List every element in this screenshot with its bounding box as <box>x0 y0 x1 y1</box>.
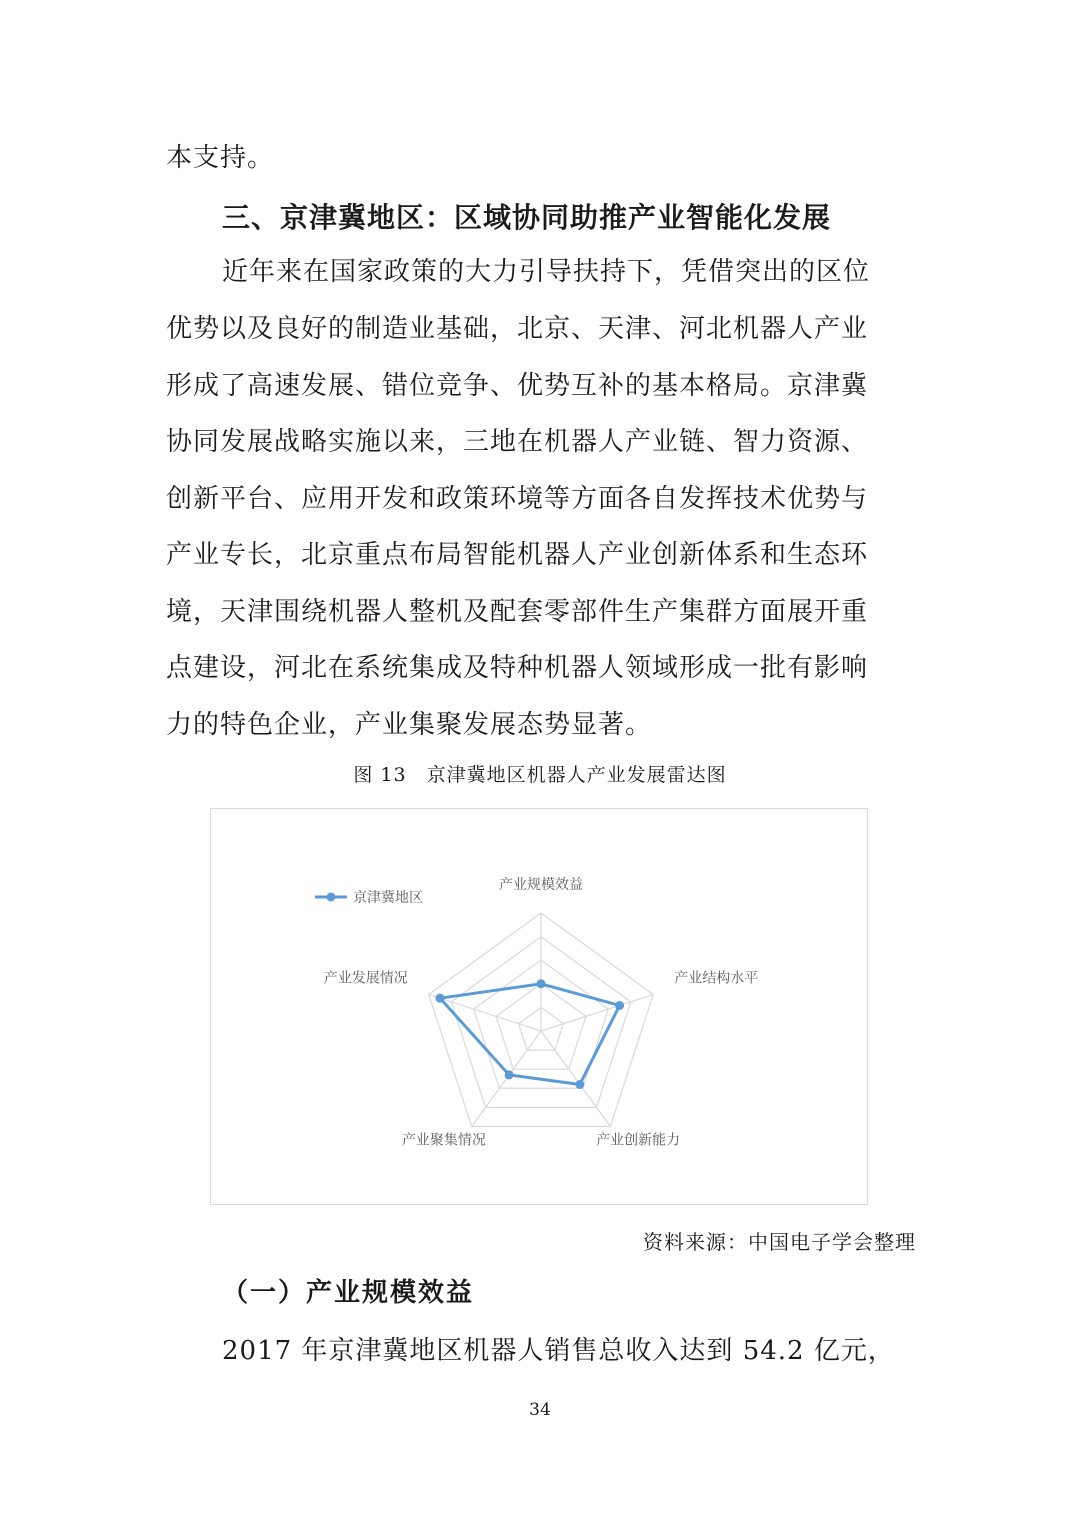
paragraph-line: 形成了高速发展、错位竞争、优势互补的基本格局。京津冀 <box>166 371 869 401</box>
radar-axis-label: 产业创新能力 <box>596 1132 681 1149</box>
page-number: 34 <box>529 1400 551 1420</box>
radar-data-point <box>575 1080 584 1089</box>
paragraph-line: 近年来在国家政策的大力引导扶持下，凭借突出的区位 <box>222 257 871 287</box>
paragraph-line: 境，天津围绕机器人整机及配套零部件生产集群方面展开重 <box>166 597 869 627</box>
radar-data-point <box>435 994 444 1003</box>
legend-marker <box>327 893 336 902</box>
paragraph-line: 优势以及良好的制造业基础，北京、天津、河北机器人产业 <box>166 314 869 344</box>
subsection-heading: （一）产业规模效益 <box>222 1278 475 1308</box>
legend-label: 京津冀地区 <box>353 890 423 906</box>
section-heading: 三、京津冀地区：区域协同助推产业智能化发展 <box>222 201 832 234</box>
source-note: 资料来源：中国电子学会整理 <box>643 1230 916 1254</box>
paragraph-line-continued: 本支持。 <box>166 143 275 173</box>
radar-axis-label: 产业聚集情况 <box>401 1132 486 1149</box>
paragraph-line: 协同发展战略实施以来，三地在机器人产业链、智力资源、 <box>166 427 869 457</box>
paragraph-line: 产业专长，北京重点布局智能机器人产业创新体系和生态环 <box>166 540 869 570</box>
radar-series <box>435 979 624 1089</box>
radar-data-point <box>615 1001 624 1010</box>
radar-axis-label: 产业发展情况 <box>323 970 408 987</box>
figure-caption: 图 13 京津冀地区机器人产业发展雷达图 <box>353 764 727 786</box>
paragraph-line: 力的特色企业，产业集聚发展态势显著。 <box>166 710 653 740</box>
radar-chart-svg <box>211 809 869 1206</box>
radar-axis-label: 产业规模效益 <box>499 877 583 893</box>
paragraph-line: 创新平台、应用开发和政策环境等方面各自发挥技术优势与 <box>166 484 869 514</box>
paragraph-line: 点建设，河北在系统集成及特种机器人领域形成一批有影响 <box>166 653 869 683</box>
radar-axis-label: 产业结构水平 <box>674 970 759 987</box>
radar-axis-line <box>429 995 541 1031</box>
radar-axis-lines <box>429 913 653 1126</box>
chart-legend <box>315 889 423 906</box>
paragraph-line: 2017 年京津冀地区机器人销售总收入达到 54.2 亿元， <box>222 1336 895 1366</box>
radar-data-point <box>505 1070 514 1079</box>
radar-chart <box>210 808 868 1205</box>
radar-data-point <box>537 979 546 988</box>
